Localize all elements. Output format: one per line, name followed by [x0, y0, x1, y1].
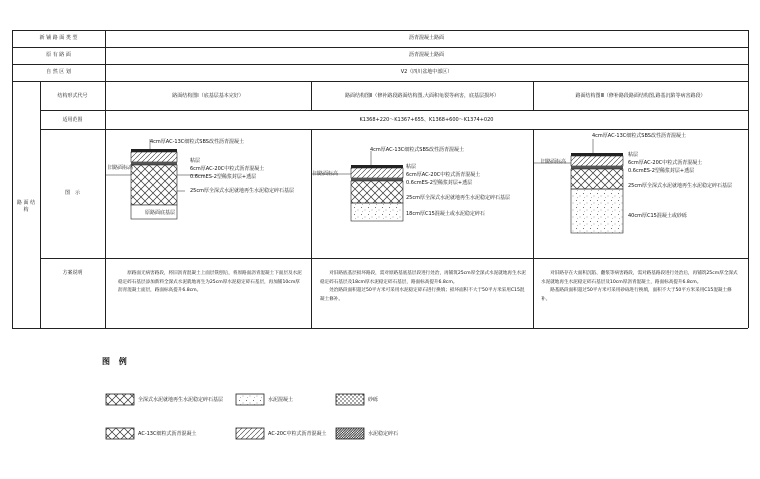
d1-base-label: 原路面底基层 [145, 210, 176, 216]
d1-top-label: 4cm厚AC-13C细粒式SBS改性沥青混凝土 [150, 139, 244, 145]
pavement-type-label: 新 铺 路 面 类 型 [39, 35, 78, 41]
legend-item-2: 砂砾 [368, 397, 379, 403]
d1-layer-1: 6cm厚AC-20C中粒式沥青混凝土 [190, 166, 265, 172]
legend-swatch-recycled-base [106, 394, 134, 405]
legend-item-5: 水泥稳定碎石 [368, 431, 399, 437]
legend-swatch-ac13 [106, 428, 134, 439]
existing-label: 原 有 路 面 [46, 52, 71, 58]
legend-item-3: AC-13C细粒式沥青混凝土 [138, 431, 197, 437]
pavement-type-value: 沥青混凝土路面 [408, 35, 444, 41]
d2-top-label: 4cm厚AC-13C细粒式SBS改性沥青混凝土 [370, 147, 464, 153]
plan-3: 对旧路存在大面积沉陷、翻浆等病害路段，需对路基路段进行处治后，再铺筑25cm厚全深式水泥就地再生水泥稳定碎石基层及10cm厚沥青混凝土，路面标高提升6.8cm。 路基路段面积超过50平方米可采用砂砾进行换填，面积不大于50平方米采用C15混凝土修补。 [541, 271, 738, 302]
d3-old-level: 旧路面标高 [541, 159, 567, 165]
d1-layer-0: 粘层 [190, 158, 201, 164]
d3-layer-0: 粘层 [628, 152, 639, 158]
climate-value: V2（四川盆地中部区） [400, 69, 453, 75]
legend-item-4: AC-20C中粒式沥青混凝土 [268, 431, 327, 437]
d1-layer-3: 25cm厚全深式水泥就地再生水泥稳定碎石基层 [190, 188, 294, 194]
plan-1: 原路面无病害路段，将旧沥青混凝土上面层铣刨后，将原路面沥青混凝土下面层及水泥稳定碎石基层添加新料全深式水泥就地再生为25cm厚水泥稳定碎石基层，再加铺10cm厚沥青混凝土面层，路面标高提升6.8cm。 [118, 271, 302, 294]
plan-2: 对旧路底基层损坏路段，需对原路基底基层段进行处治，再铺筑25cm厚全深式水泥就地再生水泥稳定碎石基层及18cm厚水泥稳定碎石基层，路面标高提升6.8cm。 处治路段面积超过50平方米可采用水泥稳定碎石进行换填；损坏面积不大于50平方米采用C15混凝土修补。 [320, 271, 526, 302]
structure-3-title: 路面结构图Ⅲ（修补路段路面结构图,路基沉陷等病害路段） [575, 93, 706, 99]
plan-label: 方案说明 [62, 270, 83, 276]
d3-layer-4: 40cm厚C15混凝土或砂砾 [628, 213, 687, 219]
legend-item-0: 全深式水泥就地再生水泥稳定碎石基层 [138, 397, 224, 403]
d3-layer-1: 6cm厚AC-20C中粒式沥青混凝土 [628, 160, 703, 166]
d2-old-level: 旧路面标高 [313, 171, 339, 177]
legend-item-1: 水泥混凝土 [268, 397, 294, 403]
range-value: K1368+220～K1367+655、K1368+600～K1374+020 [359, 117, 494, 123]
d2-layer-4: 18cm厚C15混凝土或水泥稳定碎石 [406, 211, 485, 217]
climate-label: 自 然 区 划 [46, 69, 71, 75]
d2-layer-2: 0.6cmES-2型稀浆封层+透层 [406, 180, 473, 186]
legend-swatch-cement-stabilized [336, 428, 364, 439]
legend-swatch-concrete [236, 394, 264, 405]
d2-layer-1: 6cm厚AC-20C中粒式沥青混凝土 [406, 172, 481, 178]
d1-layer-2: 0.6cmES-2型稀浆封层+透层 [190, 174, 257, 180]
struct-code-label: 结构形式代号 [57, 93, 88, 99]
legend-title: 图 例 [102, 357, 130, 366]
diagram-label: 图 示 [64, 190, 80, 196]
existing-value: 沥青混凝土路面 [408, 52, 444, 58]
structure-2-title: 路面结构图Ⅱ（修补路段路面结构图,大面积龟裂等病害，底基层损坏） [344, 93, 500, 99]
d2-layer-0: 粘层 [406, 164, 417, 170]
structure-group-label: 路 面 结 构 [16, 200, 36, 213]
d3-layer-3: 25cm厚全深式水泥就地再生水泥稳定碎石基层 [628, 183, 732, 189]
structure-1-title: 路面结构图Ⅰ（底基层基本完好） [172, 93, 244, 99]
applicable-label: 适用范围 [62, 117, 83, 123]
legend-swatch-gravel [336, 394, 364, 405]
d3-top-label: 4cm厚AC-13C细粒式SBS改性沥青混凝土 [592, 133, 686, 139]
d2-layer-3: 25cm厚全深式水泥就地再生水泥稳定碎石基层 [406, 195, 510, 201]
d1-old-level: 旧路面标高 [108, 165, 134, 171]
legend-swatch-ac20 [236, 428, 264, 439]
d3-layer-2: 0.6cmES-2型稀浆封层+透层 [628, 168, 695, 174]
